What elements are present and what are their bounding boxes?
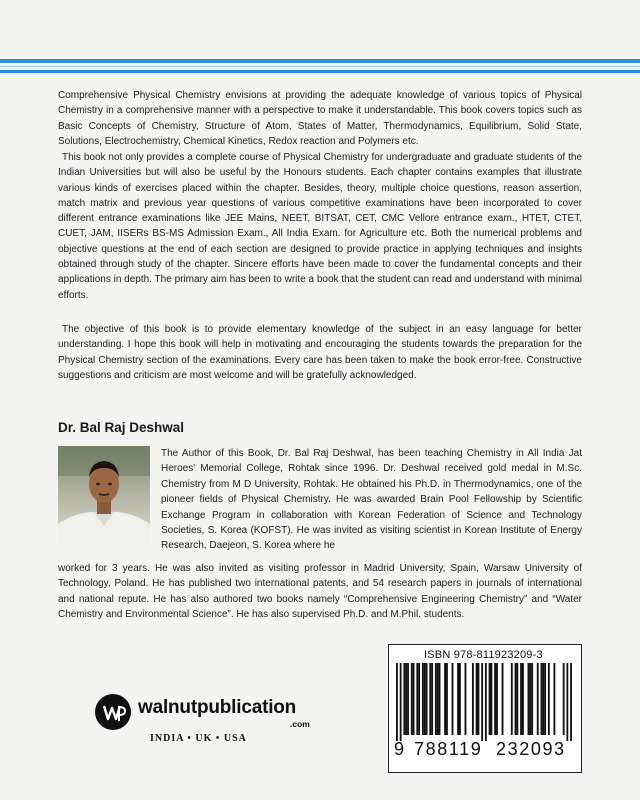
barcode-bar [431,663,433,735]
barcode-bar [476,663,478,735]
barcode-bar [496,663,498,735]
publisher-domain: .com [290,719,310,729]
barcode-bar [429,663,431,735]
barcode-bar [516,663,518,735]
description-paragraph-1: Comprehensive Physical Chemistry envisions at providing the adequate knowledge of various topics of Physical Chemistry in a comprehensive manner with a perspective to make it understandable. This book covers topics such as Basic Concepts of Chemistry, Structure of Atom, States of Matter, Thermodynamics, Equilibrium, Solid State, Solutions, Electrochemistry, Chemical Kinetics, Redox reaction and Polymers etc. [58,90,582,147]
barcode-bar [407,663,409,735]
barcode-bar [485,663,487,741]
barcode-bar [418,663,420,735]
barcode-bar [459,663,461,735]
author-bio-part-2: worked for 3 years. He was also invited as visiting professor in Madrid University, Spain, Warsaw University of Technology, Poland. He has published two international patents, and 54 research papers in journals of international and national repute. He has also authored two books namely “Comprehensive Engineering Chemistry” and “Water Chemistry and Environmental Science”. He has also supervised Ph.D. and M.Phil. students. [58,563,582,621]
description-paragraph-2: This book not only provides a complete course of Physical Chemistry for undergraduate and graduate students of the Indian Universities but will also be useful by the Honours students. Each chapter contains examples that illustrate various kinds of exercises placed within the chapter. Besides, theory, multiple choice questions, reason assertion, match matrix and previous year questions of various competitive examinations have been incorporated to cover different entrance examinations like JEE Mains, NEET, BITSAT, CET, CMC Vellore entrance exam., HTET, CTET, CUET, JAM, IISERs BS-MS Admission Exam., All India Exam. for Agriculture etc. Both the numerical problems and objective questions at the end of each section are designed to provide practice in applying techniques and insights obtained through study of the chapter. Sincere efforts have been made to cover the fundamental concepts and their applications in depth. The primary aim has been to write a book that the student can read and understand with minimal efforts. [58,152,583,301]
publisher-brand: walnutpublication [138,697,297,718]
description-paragraph-3: The objective of this book is to provide elementary knowledge of the subject in an easy language for better understanding. I hope this book will help in motivating and encouraging the students towards the preparation for the Physical Chemistry section of the examinations. Every care has been taken to make the book error-free. Constructive suggestions and criticism are most welcome and will be gratefully acknowledged. [58,324,582,381]
isbn-lead-digit: 9 [394,739,405,759]
barcode-bar [416,663,418,735]
barcode-bar [531,663,533,735]
barcode-bar [405,663,407,735]
barcode-bar [553,663,555,735]
barcode-bar [494,663,496,735]
isbn-left-group: 788119 [414,739,483,759]
isbn-right-group: 232093 [496,739,566,759]
barcode-bar [446,663,448,735]
barcode-bar [426,663,428,735]
barcode-bar [452,663,454,735]
barcode-bar [528,663,530,735]
barcode-bar [548,663,550,735]
top-stripe-lower [0,70,640,73]
barcode-bar [413,663,415,735]
barcode-bar [481,663,483,741]
barcode-bar [529,663,531,735]
barcode-bar [570,663,572,741]
barcode-bar [511,663,513,735]
barcode-bar [424,663,426,735]
barcode-bar [502,663,504,735]
barcode-bar [544,663,546,735]
barcode-bar [457,663,459,735]
barcode-bar [566,663,568,741]
author-photo [58,446,150,544]
barcode-bar [478,663,480,735]
top-stripe-thin [0,66,640,67]
barcode [396,663,572,741]
barcode-bar [520,663,522,735]
barcode-bar [490,663,492,735]
barcode-bar [435,663,437,735]
publisher-logo-icon [95,694,131,730]
barcode-bar [489,663,491,735]
top-stripe-thick [0,59,640,63]
barcode-bar [411,663,413,735]
barcode-bar [542,663,544,735]
author-bio-part-1: The Author of this Book, Dr. Bal Raj Deshwal, has been teaching Chemistry in All India Jat Heroes' Memorial College, Rohtak since 1996. Dr. Deshwal received gold medal in M.Sc. Chemistry from M D University, Rohtak. He obtained his Ph.D. in Thermodynamics, one of the pioneer fields of Physical Chemistry. He was awarded Brain Pool Fellowship by Scientific Exchange Program in collaboration with Korean Federation of Science and Technology Societies, S. Korea (KOFST). He was invited as visiting scientist in Korean Institute of Energy Research, Daejeon, S. Korea where he [161,448,582,552]
barcode-bar [472,663,474,735]
barcode-bar [537,663,539,735]
publisher-countries: INDIA • UK • USA [150,733,247,744]
barcode-bar [439,663,441,735]
barcode-bar [403,663,405,735]
barcode-bar [437,663,439,735]
barcode-bar [465,663,467,735]
barcode-bar [422,663,424,735]
barcode-bar [563,663,565,735]
author-name: Dr. Bal Raj Deshwal [58,420,185,435]
barcode-bar [400,663,402,741]
barcode-bar [396,663,398,741]
isbn-label: ISBN 978-811923209-3 [424,649,543,661]
barcode-bar [444,663,446,735]
barcode-bar [515,663,517,735]
barcode-bar [541,663,543,735]
barcode-bar [522,663,524,735]
